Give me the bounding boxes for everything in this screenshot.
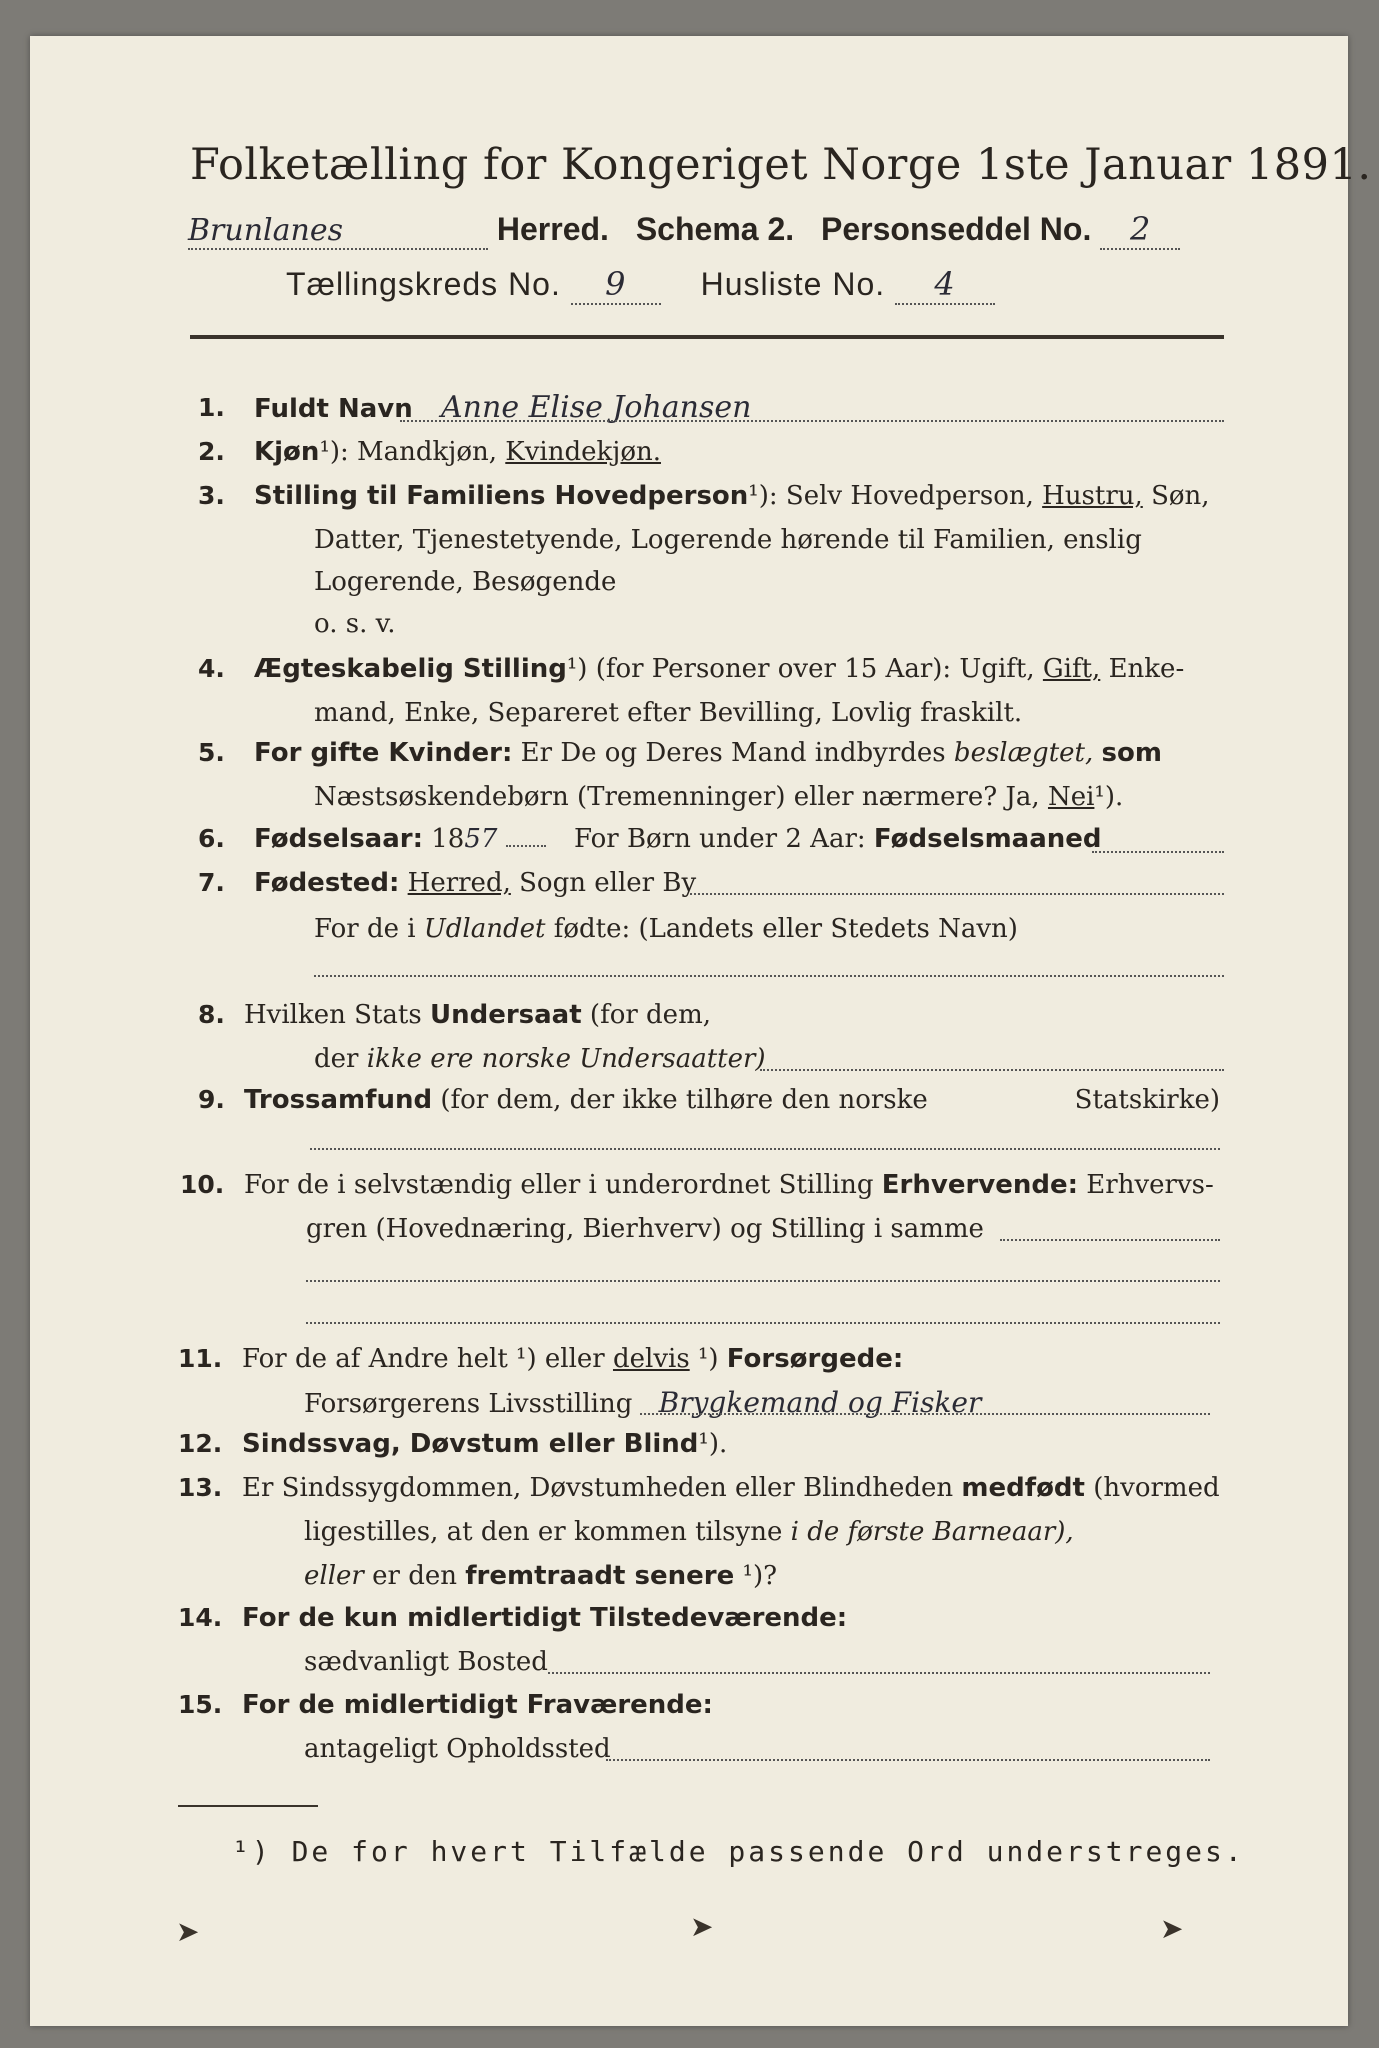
q13-sup: ¹)? (742, 1561, 778, 1591)
q8-text-a: Hvilken Stats (244, 1000, 422, 1030)
q11-sup: ¹) (697, 1344, 719, 1374)
q13-text-c: ligestilles, at den er kommen tilsyne (304, 1517, 783, 1547)
q6-row (254, 821, 1102, 857)
q10-row-1 (244, 1167, 1214, 1203)
q4-option-gift: Gift, (1042, 654, 1101, 684)
q7-option-sogn: Sogn eller By (519, 868, 697, 898)
q5-option-nei: Nei (1047, 782, 1095, 812)
herred-line (188, 210, 1180, 250)
q2-number: 2. (198, 437, 225, 466)
q2-sup: ¹): (319, 437, 349, 467)
schema-label: Schema 2. (635, 211, 795, 247)
q6-fill-line (1092, 851, 1224, 853)
q4-row-2: mand, Enke, Separeret efter Bevilling, Lovlig fraskilt. (314, 698, 1023, 728)
q11-text-a: For de af Andre helt ¹) eller (242, 1344, 605, 1374)
q14-row-1 (242, 1600, 847, 1636)
q1-number: 1. (198, 393, 225, 422)
q13-text-b: (hvormed (1093, 1473, 1220, 1503)
q15-row-1 (242, 1687, 713, 1723)
q12-label: Sindssvag, Døvstum eller Blind (242, 1429, 699, 1459)
q13-row-3 (304, 1558, 777, 1594)
q7-row-1 (254, 865, 696, 901)
q13-row-2 (304, 1514, 1074, 1550)
q1-label: Fuldt Navn (254, 394, 413, 424)
q5-text-a: Er De og Deres Mand indbyrdes (520, 738, 946, 768)
q11-row-1 (242, 1341, 903, 1377)
q6-label: Fødselsaar: (254, 824, 423, 854)
footnote: ¹) De for hvert Tilfælde passende Ord understreges. (232, 1835, 1245, 1868)
q11-row-2 (304, 1385, 981, 1422)
q2-option-female: Kvindekjøn. (505, 437, 661, 467)
q8-row-2 (314, 1041, 766, 1077)
herred-label: Herred. (496, 211, 609, 247)
q6-label-maaned: Fødselsmaaned (873, 824, 1102, 854)
q3-row-2: Datter, Tjenestetyende, Logerende hørende til Familien, enslig (314, 525, 1142, 555)
q9-text-end: Statskirke) (1074, 1085, 1220, 1115)
q4-text-a: ¹) (for Personer over 15 Aar): Ugift, (566, 654, 1035, 684)
q2-option-male: Mandkjøn, (357, 437, 498, 467)
footnote-divider (178, 1805, 318, 1807)
q13-text-barneaar: i de første Barneaar), (790, 1517, 1074, 1547)
q5-row-1 (254, 735, 1162, 771)
q3-number: 3. (198, 481, 225, 510)
q7-text-a: For de i (314, 914, 416, 944)
q13-row-1 (242, 1470, 1220, 1506)
q15-fill-line (606, 1759, 1210, 1761)
binding-mark-icon: ➤ (1160, 1912, 1184, 1945)
q10-number: 10. (180, 1170, 225, 1199)
q10-row-2: gren (Hovednæring, Bierhverv) og Stilling i samme (306, 1214, 984, 1244)
q7-fill-line-2 (314, 975, 1224, 977)
q10-label-erhvervende: Erhvervende: (881, 1170, 1079, 1200)
q8-fill-line (760, 1069, 1224, 1071)
q12-number: 12. (178, 1429, 223, 1458)
q7-text-b: fødte: (Landets eller Stedets Navn) (553, 914, 1018, 944)
q4-row-1 (254, 651, 1184, 687)
personseddel-label: Personseddel No. (821, 211, 1092, 247)
q7-fill-line-1 (690, 893, 1224, 895)
q6-year-dots (506, 845, 546, 847)
q5-text-som: som (1101, 738, 1162, 768)
q11-number: 11. (178, 1344, 223, 1373)
husliste-value: 4 (895, 265, 995, 305)
q6-number: 6. (198, 824, 225, 853)
q8-text-der: der (314, 1044, 359, 1074)
q7-option-herred: Herred, (407, 868, 511, 898)
q10-fill-line-1 (1000, 1239, 1220, 1241)
kreds-value: 9 (571, 265, 661, 305)
q10-fill-line-2 (306, 1280, 1220, 1282)
q13-label-fremtraadt: fremtraadt senere (465, 1561, 735, 1591)
q9-text: (for dem, der ikke tilhøre den norske (440, 1085, 928, 1115)
q14-label: For de kun midlertidigt Tilstedeværende: (242, 1603, 848, 1633)
q3-option-selv: Selv Hovedperson, (785, 481, 1034, 511)
q8-label-undersaat: Undersaat (429, 1000, 582, 1030)
q6-text-born: For Børn under 2 Aar: (573, 824, 866, 854)
binding-mark-icon: ➤ (176, 1915, 200, 1948)
herred-value: Brunlanes (188, 213, 488, 250)
q5-text-b: Næstsøskendebørn (Tremenninger) eller nærmere? Ja, (314, 782, 1040, 812)
q5-text-beslaegtet: beslægtet, (953, 738, 1094, 768)
q10-text-a: For de i selvstændig eller i underordnet Stilling (244, 1170, 874, 1200)
q3-sup: ¹): (748, 481, 778, 511)
q13-text-er-den: er den (372, 1561, 457, 1591)
q9-label: Trossamfund (244, 1085, 433, 1115)
q5-label: For gifte Kvinder: (254, 738, 513, 768)
q12-row (242, 1426, 727, 1462)
q8-text-ikke-norske: ikke ere norske Undersaatter) (366, 1044, 766, 1074)
q10-text-b: Erhvervs- (1086, 1170, 1214, 1200)
q7-number: 7. (198, 868, 225, 897)
q7-row-2 (314, 911, 1018, 947)
q11-livsstilling-value: Brygkemand og Fisker (658, 1386, 982, 1419)
q8-number: 8. (198, 1000, 225, 1029)
q14-fill-line (548, 1672, 1210, 1674)
q7-text-udlandet: Udlandet (423, 914, 546, 944)
q13-text-eller: eller (304, 1561, 364, 1591)
q2-label: Kjøn (254, 437, 320, 467)
q10-fill-line-3 (306, 1322, 1220, 1324)
q5-row-2 (314, 779, 1123, 815)
personseddel-value: 2 (1100, 210, 1180, 250)
q13-number: 13. (178, 1473, 223, 1502)
q9-row (244, 1082, 1220, 1118)
q8-text-b: (for dem, (589, 1000, 711, 1030)
q11-option-delvis: delvis (612, 1344, 690, 1374)
q3-option-hustru: Hustru, (1042, 481, 1143, 511)
q3-row-3: Logerende, Besøgende (314, 567, 617, 597)
q4-number: 4. (198, 654, 225, 683)
q11-label-forsorgede: Forsørgede: (726, 1344, 904, 1374)
form-title: Folketælling for Kongeriget Norge 1ste Januar 1891. (190, 140, 1372, 190)
q5-sup: ¹). (1094, 782, 1124, 812)
q15-label: For de midlertidigt Fraværende: (242, 1690, 713, 1720)
q4-label: Ægteskabelig Stilling (254, 654, 567, 684)
header-divider (190, 335, 1224, 339)
q1-name-value: Anne Elise Johansen (441, 390, 752, 425)
binding-mark-icon: ➤ (690, 1910, 714, 1943)
q4-option-enke: Enke- (1108, 654, 1185, 684)
q9-fill-line (310, 1148, 1220, 1150)
q15-row-2: antageligt Opholdssted (304, 1734, 611, 1764)
q15-number: 15. (178, 1690, 223, 1719)
q7-label: Fødested: (254, 868, 400, 898)
q14-row-2: sædvanligt Bosted (304, 1647, 548, 1677)
q12-sup: ¹). (698, 1429, 728, 1459)
q9-number: 9. (198, 1085, 225, 1114)
q14-number: 14. (178, 1603, 223, 1632)
q11-fill-line (640, 1413, 1210, 1415)
q3-row-4: o. s. v. (314, 609, 396, 639)
q6-year-prefix: 18 (431, 824, 465, 854)
q11-label-livsstilling: Forsørgerens Livsstilling (304, 1389, 633, 1419)
q3-row-1 (254, 478, 1210, 514)
q13-label-medfodt: medfødt (961, 1473, 1085, 1503)
q1-fill-line (400, 420, 1224, 422)
kreds-label: Tællingskreds No. (286, 266, 561, 302)
q6-year-value: 57 (464, 824, 498, 854)
q2-row (254, 434, 661, 470)
q5-number: 5. (198, 738, 225, 767)
q8-row-1 (244, 997, 711, 1033)
q3-option-son: Søn, (1151, 481, 1210, 511)
q3-label: Stilling til Familiens Hovedperson (254, 481, 749, 511)
kreds-line (286, 265, 995, 305)
q13-text-a: Er Sindssygdommen, Døvstumheden eller Blindheden (242, 1473, 954, 1503)
husliste-label: Husliste No. (700, 266, 886, 302)
